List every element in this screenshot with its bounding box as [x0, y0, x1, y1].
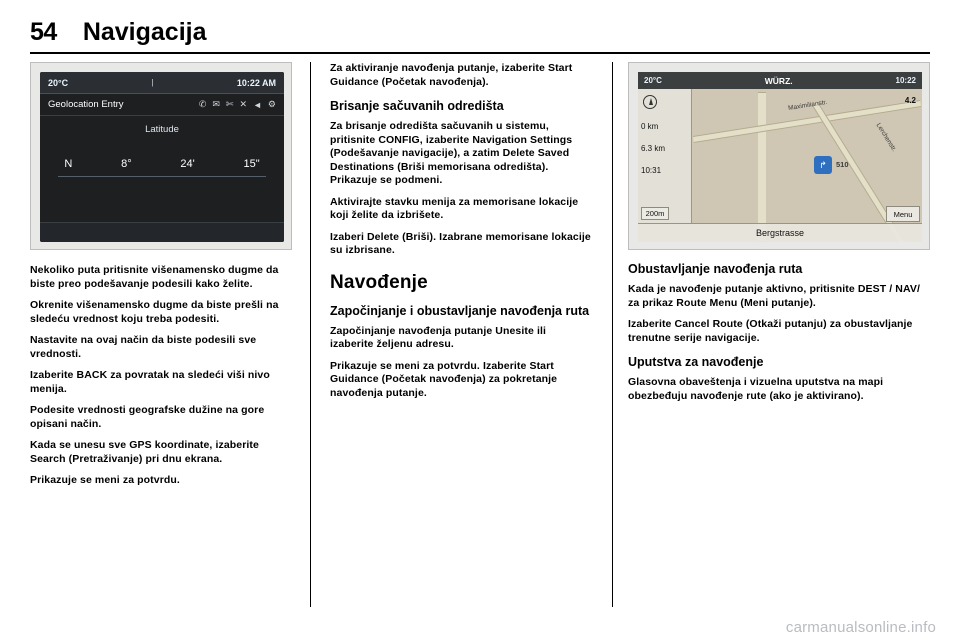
- turn-distance: 4.2: [904, 96, 916, 105]
- section-heading: Uputstva za navođenje: [628, 355, 764, 369]
- temperature-label: 20°C: [644, 76, 662, 85]
- paragraph: Glasovna obaveštenja i vizuelna uputstva na mapi obezbeđuju navođenje rute (ako je aktivirano).: [628, 376, 884, 402]
- coordinate-fields: [40, 158, 284, 170]
- maneuver-distance: 510: [836, 160, 849, 169]
- paragraph: Prikazuje se meni za potvrdu. Izaberite Start Guidance (Početak navođenja) za pokretanje navođenja putanje.: [330, 359, 558, 399]
- column-2: [330, 62, 592, 607]
- map-status-bar: [638, 72, 922, 89]
- paragraph: Okrenite višenamensko dugme da biste prešli na sledeću vrednost koju treba podesiti.: [30, 299, 279, 325]
- latitude-label: Latitude: [145, 124, 179, 135]
- seconds-value[interactable]: 15": [243, 158, 260, 170]
- maneuver-arrow-icon: ↱: [814, 156, 832, 174]
- paragraph: Podesite vrednosti geografske dužine na gore opisani način.: [30, 404, 265, 430]
- column-3: [628, 62, 930, 607]
- paragraph: Započinjanje navođenja putanje Unesite ili izaberite željenu adresu.: [330, 324, 546, 350]
- map-guidance-screenshot: [628, 62, 930, 250]
- close-icon[interactable]: ✕: [239, 99, 247, 109]
- field-underline: [58, 176, 266, 177]
- paragraph: Nastavite na ovaj način da biste podesili sve vrednosti.: [30, 334, 257, 360]
- distance-remaining-label: 6.3 km: [641, 144, 666, 153]
- screen-icon-tray: [199, 99, 276, 110]
- menu-button[interactable]: Menu: [886, 206, 920, 222]
- section-heading: Započinjanje i obustavljanje navođenja ruta: [330, 303, 590, 318]
- paragraph: Izaberite BACK za povratak na sledeći viši nivo menija.: [30, 369, 270, 395]
- paragraph: Aktivirajte stavku menija za memorisane lokacije koji želite da izbrišete.: [330, 195, 579, 221]
- page-number: 54: [30, 18, 57, 46]
- map-road-vertical: [758, 92, 766, 242]
- header-divider: [30, 52, 930, 54]
- paragraph: Prikazuje se meni za potvrdu.: [30, 474, 180, 486]
- envelope-icon[interactable]: ✉: [212, 99, 220, 109]
- infotainment-screen: [40, 72, 284, 242]
- paragraph: Kada se unesu sve GPS koordinate, izaberite Search (Pretraživanje) pri dnu ekrana.: [30, 439, 259, 465]
- column-1: [30, 62, 292, 607]
- clock-label: 10:22 AM: [236, 77, 276, 88]
- settings-icon[interactable]: ⚙: [267, 99, 276, 109]
- paragraph: Izaberi Delete (Briši). Izabrane memorisane lokacije su izbrisane.: [330, 230, 591, 256]
- chapter-heading: Navođenje: [330, 271, 428, 293]
- compass-icon[interactable]: [643, 95, 657, 109]
- column-divider-1: [310, 62, 311, 607]
- map-screen: [638, 72, 922, 242]
- destination-label: WÜRZ.: [764, 75, 793, 86]
- screen-bottom-bar: [40, 222, 284, 242]
- clock-label: 10:22: [895, 76, 916, 85]
- paragraph: Za aktiviranje navođenja putanje, izaberite Start Guidance (Početak navođenja).: [330, 62, 573, 88]
- current-street-bar: Bergstrasse: [638, 223, 922, 242]
- zoom-level-button[interactable]: 200m: [641, 207, 669, 220]
- section-heading: Obustavljanje navođenja ruta: [628, 262, 803, 276]
- status-bar-middle: |: [151, 78, 154, 87]
- eta-label: 10:31: [641, 166, 662, 175]
- screen-title: Geolocation Entry: [48, 99, 124, 110]
- paragraph: Nekoliko puta pritisnite višenamensko dugme da biste preo podešavanje podesili kako želite.: [30, 264, 279, 290]
- paragraph: Za brisanje odredišta sačuvanih u sistemu, pritisnite CONFIG, izaberite Navigation Settings (Podešavanje navigacije), a zatim Delete Saved Destinations (Briši memorisana odredišta). Prikazuje se podmeni.: [330, 120, 573, 186]
- speaker-icon[interactable]: ◄: [253, 99, 262, 110]
- geolocation-entry-screenshot: [30, 62, 292, 250]
- map-street-label: Lerchenstr.: [874, 122, 898, 153]
- scale-top-label: 0 km: [641, 122, 659, 131]
- screen-title-row: [40, 94, 284, 116]
- watermark: carmanualsonline.info: [785, 619, 936, 636]
- map-info-panel: [638, 89, 692, 223]
- status-bar: [40, 72, 284, 94]
- degrees-value[interactable]: 8°: [121, 158, 132, 170]
- paragraph: Izaberite Cancel Route (Otkaži putanju) za obustavljanje trenutne serije navigacije.: [628, 318, 913, 344]
- section-heading: Brisanje sačuvanih odredišta: [330, 99, 504, 113]
- map-street-label: Maximilianstr.: [787, 98, 828, 113]
- page-title: Navigacija: [82, 18, 207, 46]
- column-divider-2: [612, 62, 613, 607]
- scissors-icon[interactable]: ✄: [225, 99, 234, 109]
- phone-icon[interactable]: ✆: [198, 99, 207, 109]
- hemisphere-value[interactable]: N: [64, 158, 73, 170]
- page-header: [30, 18, 930, 47]
- minutes-value[interactable]: 24': [180, 158, 195, 170]
- paragraph: Kada je navođenje putanje aktivno, pritisnite DEST / NAV/ za prikaz Route Menu (Meni putanje).: [628, 283, 920, 309]
- temperature-label: 20°C: [48, 77, 69, 88]
